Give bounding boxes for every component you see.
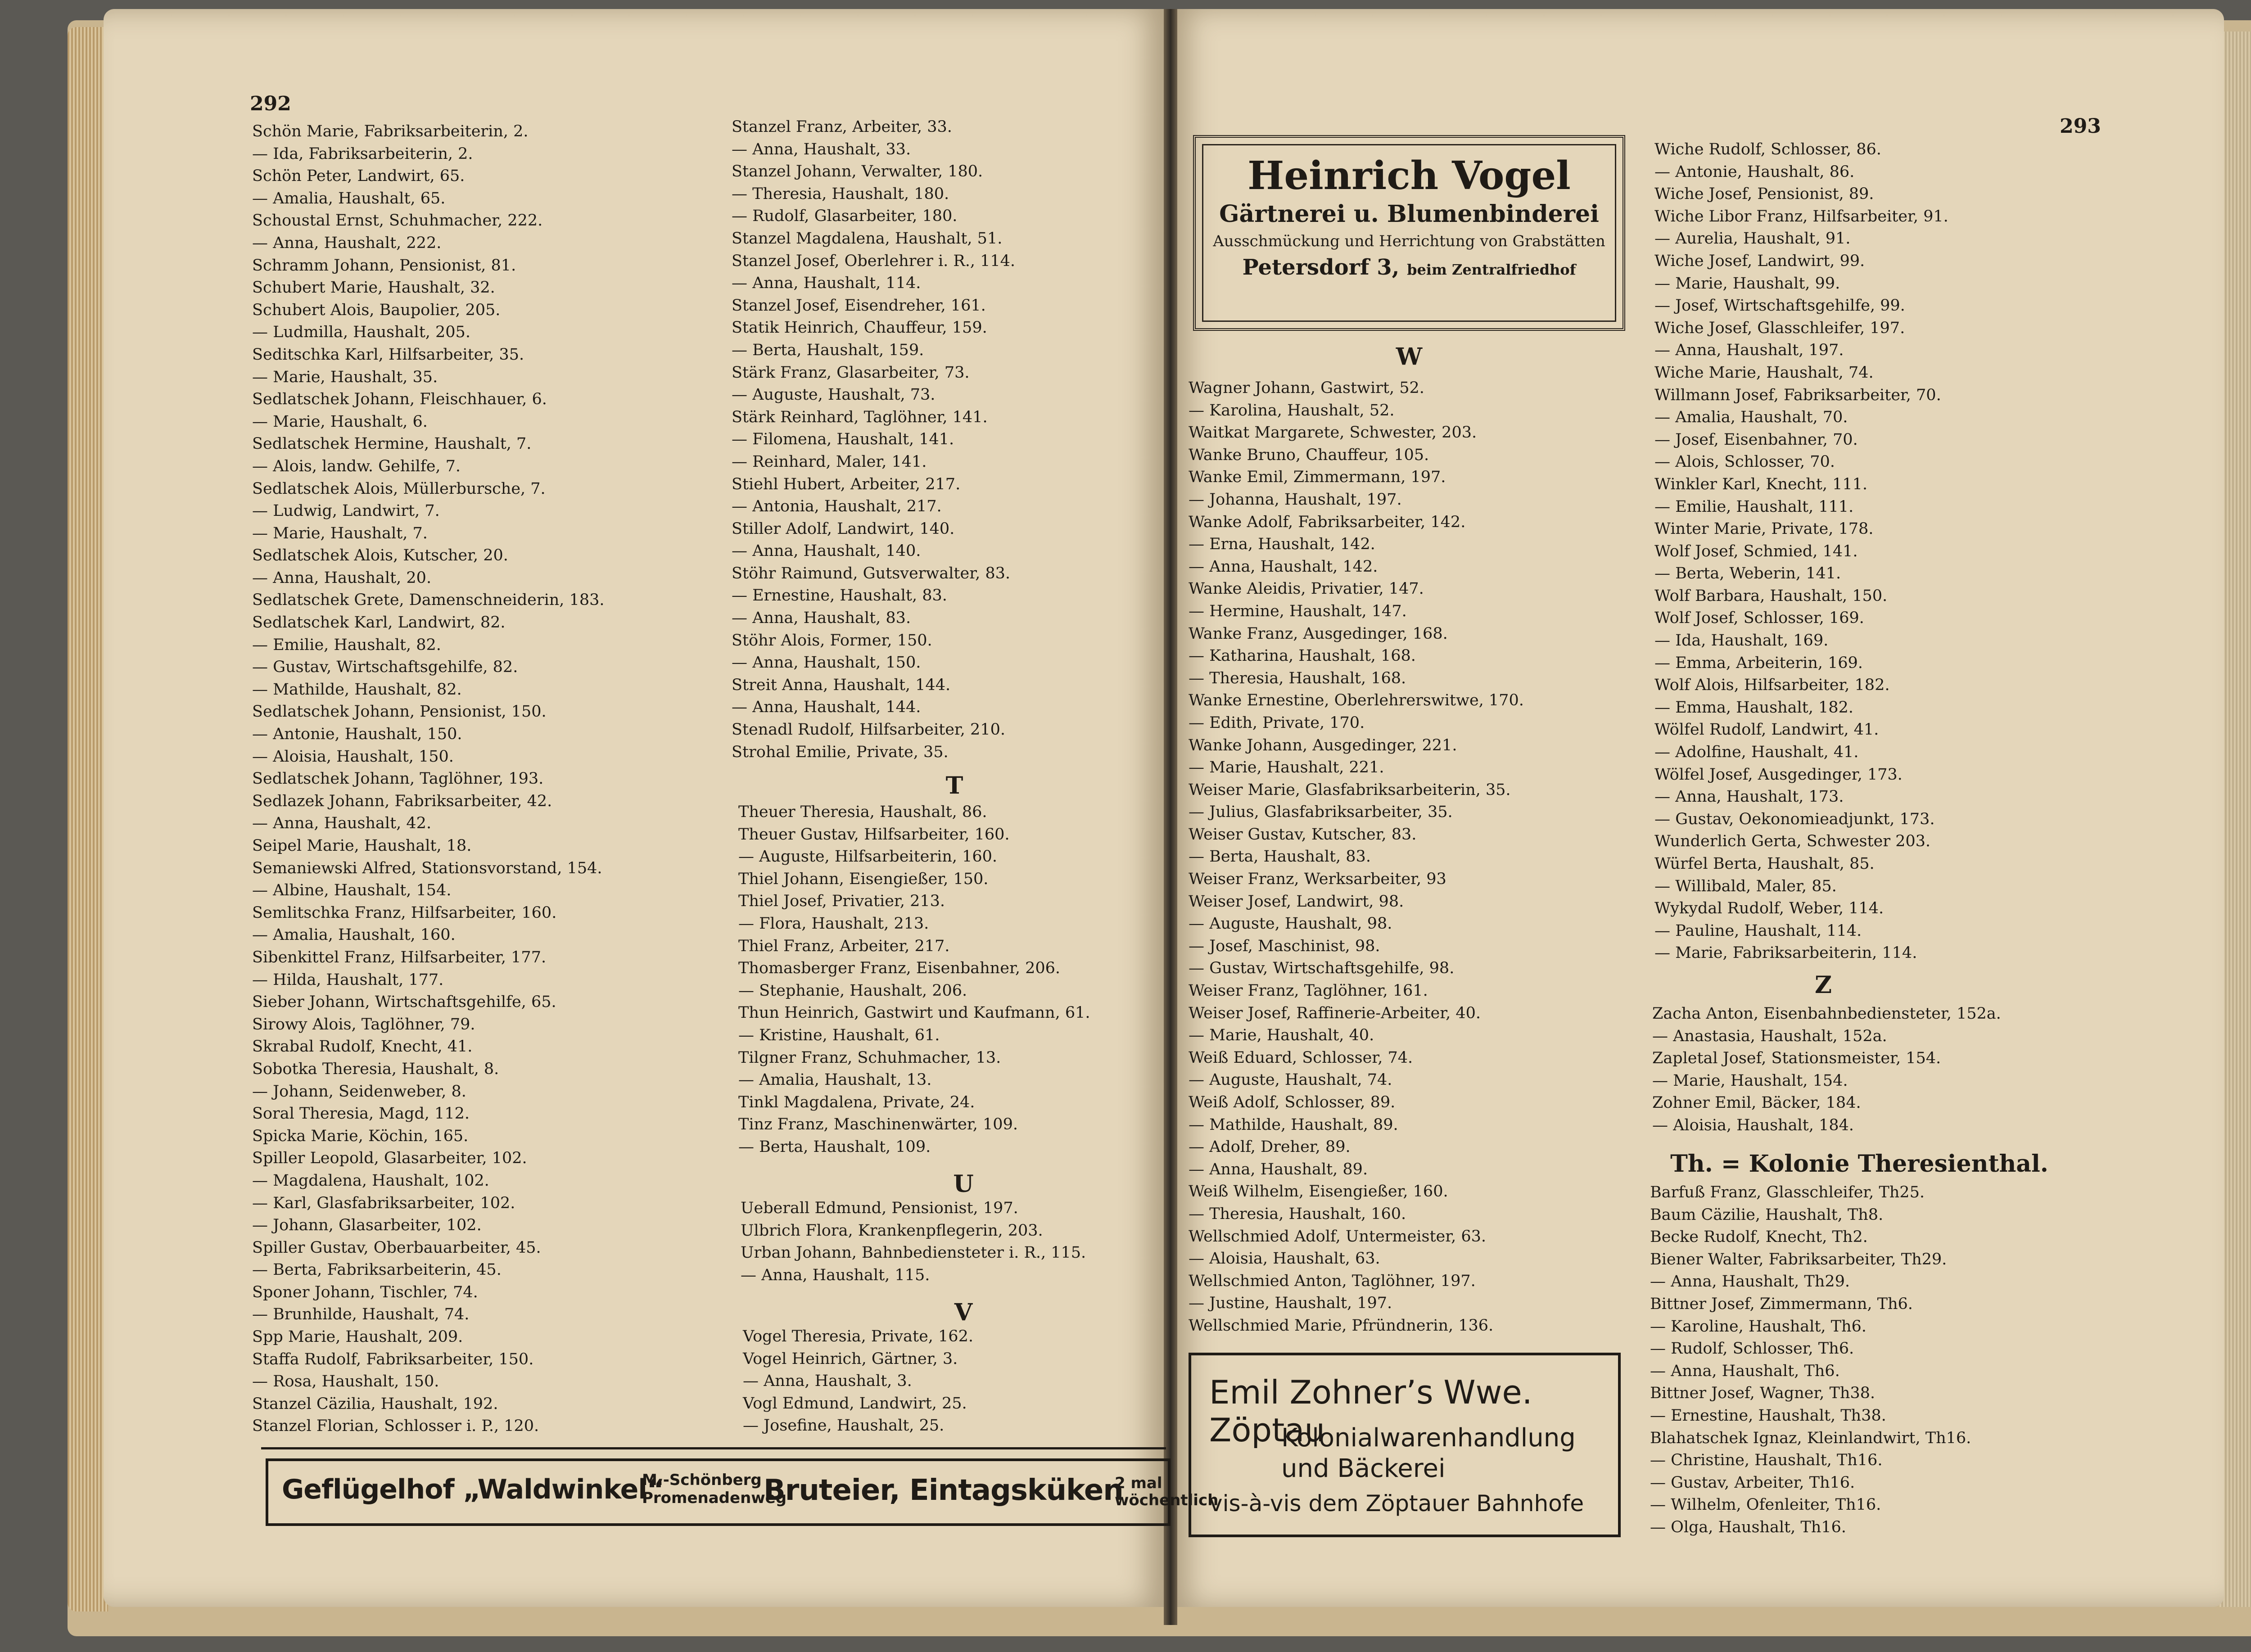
directory-entry: — Johann, Seidenweber, 8.	[252, 1082, 466, 1101]
directory-entry: — Adolfine, Haushalt, 41.	[1654, 743, 1859, 762]
book-gutter	[1164, 9, 1177, 1625]
directory-entry: Schramm Johann, Pensionist, 81.	[252, 256, 516, 275]
ad-address-line1: M.-Schönberg	[642, 1471, 762, 1489]
directory-entry: — Flora, Haushalt, 213.	[738, 914, 929, 933]
page-number-right: 293	[2060, 115, 2101, 138]
directory-entry: — Edith, Private, 170.	[1189, 713, 1365, 732]
directory-entry: Wanke Bruno, Chauffeur, 105.	[1189, 446, 1429, 464]
vogel-ad-inner	[1202, 144, 1616, 322]
directory-entry: Wiche Rudolf, Schlosser, 86.	[1654, 140, 1881, 158]
directory-entry: — Marie, Haushalt, 221.	[1189, 758, 1384, 777]
directory-entry: Thun Heinrich, Gastwirt und Kaufmann, 61.	[738, 1004, 1090, 1022]
section-heading-z: Z	[1815, 971, 1832, 999]
directory-entry: Theuer Gustav, Hilfsarbeiter, 160.	[738, 825, 1010, 844]
directory-entry: — Aloisia, Haushalt, 63.	[1189, 1250, 1380, 1268]
directory-entry: — Katharina, Haushalt, 168.	[1189, 647, 1416, 665]
directory-entry: Spiller Gustav, Oberbauarbeiter, 45.	[252, 1238, 541, 1257]
directory-entry: — Mathilde, Haushalt, 82.	[252, 680, 462, 699]
directory-entry: — Anna, Haushalt, 142.	[1189, 557, 1378, 576]
directory-entry: Wanke Franz, Ausgedinger, 168.	[1189, 624, 1448, 643]
directory-entry: Stiehl Hubert, Arbeiter, 217.	[732, 475, 961, 493]
directory-entry: Sirowy Alois, Taglöhner, 79.	[252, 1015, 475, 1034]
directory-entry: — Rudolf, Glasarbeiter, 180.	[732, 207, 958, 226]
directory-entry: — Anna, Haushalt, 42.	[252, 814, 432, 833]
section-heading-u: U	[953, 1170, 974, 1198]
directory-entry: Thiel Franz, Arbeiter, 217.	[738, 937, 950, 955]
directory-entry: — Karolina, Haushalt, 52.	[1189, 401, 1395, 420]
directory-entry: — Erna, Haushalt, 142.	[1189, 535, 1375, 554]
zohner-line1: Emil Zohner’s Wwe. Zöptau	[1209, 1373, 1532, 1449]
directory-entry: — Ernestine, Haushalt, 83.	[732, 587, 947, 605]
ad-top-rule	[261, 1447, 1166, 1449]
directory-entry: — Adolf, Dreher, 89.	[1189, 1138, 1351, 1156]
zohner-line3: und Bäckerei	[1281, 1454, 1446, 1483]
directory-entry: Becke Rudolf, Knecht, Th2.	[1650, 1228, 1868, 1246]
vogel-trade: Gärtnerei u. Blumenbinderei	[1219, 200, 1599, 228]
directory-entry: Strohal Emilie, Private, 35.	[732, 743, 949, 761]
directory-entry: — Karl, Glasfabriksarbeiter, 102.	[252, 1194, 515, 1212]
directory-entry: Weiser Marie, Glasfabriksarbeiterin, 35.	[1189, 781, 1511, 799]
directory-entry: — Ludwig, Landwirt, 7.	[252, 502, 440, 520]
directory-entry: Stanzel Florian, Schlosser i. P., 120.	[252, 1417, 539, 1435]
directory-entry: Sedlatschek Alois, Müllerbursche, 7.	[252, 479, 546, 498]
directory-entry: Zohner Emil, Bäcker, 184.	[1652, 1094, 1861, 1112]
directory-entry: — Berta, Fabriksarbeiterin, 45.	[252, 1261, 502, 1279]
directory-entry: — Anna, Haushalt, 89.	[1189, 1160, 1368, 1178]
directory-entry: Sponer Johann, Tischler, 74.	[252, 1283, 478, 1301]
directory-entry: — Antonie, Haushalt, 150.	[252, 725, 462, 744]
directory-entry: Winkler Karl, Knecht, 111.	[1654, 475, 1868, 493]
ad-address-line2: Promenadenweg	[642, 1489, 787, 1507]
directory-entry: — Anna, Haushalt, 83.	[732, 609, 911, 627]
directory-entry: Ueberall Edmund, Pensionist, 197.	[741, 1199, 1018, 1217]
directory-entry: — Gustav, Wirtschaftsgehilfe, 98.	[1189, 959, 1455, 978]
directory-entry: Stöhr Raimund, Gutsverwalter, 83.	[732, 564, 1010, 582]
directory-entry: Wagner Johann, Gastwirt, 52.	[1189, 379, 1424, 397]
directory-entry: — Filomena, Haushalt, 141.	[732, 430, 954, 449]
directory-entry: Barfuß Franz, Glasschleifer, Th25.	[1650, 1183, 1925, 1201]
directory-entry: — Emilie, Haushalt, 82.	[252, 636, 441, 654]
directory-entry: Sedlatschek Johann, Fleischhauer, 6.	[252, 390, 547, 409]
directory-entry: — Anna, Haushalt, 115.	[741, 1266, 930, 1284]
directory-entry: Schön Peter, Landwirt, 65.	[252, 167, 465, 185]
directory-entry: — Josef, Maschinist, 98.	[1189, 937, 1380, 955]
directory-entry: — Amalia, Haushalt, 70.	[1654, 408, 1848, 427]
advertisement-waldwinkel	[266, 1458, 1219, 1526]
directory-entry: — Josef, Wirtschaftsgehilfe, 99.	[1654, 297, 1905, 315]
directory-entry: Sieber Johann, Wirtschaftsgehilfe, 65.	[252, 993, 556, 1011]
directory-entry: Sedlatschek Karl, Landwirt, 82.	[252, 614, 506, 632]
directory-entry: Sedlatschek Johann, Pensionist, 150.	[252, 703, 547, 721]
directory-entry: — Theresia, Haushalt, 180.	[732, 185, 949, 203]
directory-entry: Winter Marie, Private, 178.	[1654, 520, 1874, 538]
directory-entry: Seditschka Karl, Hilfsarbeiter, 35.	[252, 345, 524, 364]
directory-entry: Stöhr Alois, Former, 150.	[732, 631, 932, 650]
column-1	[252, 121, 605, 1438]
directory-entry: Staffa Rudolf, Fabriksarbeiter, 150.	[252, 1350, 534, 1368]
directory-entry: — Christine, Haushalt, Th16.	[1650, 1451, 1883, 1470]
directory-entry: — Amalia, Haushalt, 160.	[252, 926, 456, 944]
directory-entry: Stanzel Josef, Eisendreher, 161.	[732, 296, 986, 315]
directory-entry: Tinz Franz, Maschinenwärter, 109.	[738, 1115, 1018, 1134]
page-edges-left	[68, 27, 108, 1611]
directory-entry: — Theresia, Haushalt, 160.	[1189, 1205, 1406, 1223]
directory-entry: — Anna, Haushalt, 20.	[252, 569, 432, 587]
directory-entry: — Josef, Eisenbahner, 70.	[1654, 430, 1858, 449]
directory-entry: Wiche Libor Franz, Hilfsarbeiter, 91.	[1654, 207, 1948, 226]
directory-entry: Weiser Gustav, Kutscher, 83.	[1189, 825, 1417, 844]
column-3	[1189, 377, 1524, 1337]
directory-entry: Vogl Edmund, Landwirt, 25.	[743, 1394, 967, 1413]
directory-entry: Tilgner Franz, Schuhmacher, 13.	[738, 1048, 1001, 1067]
column-4a	[1654, 139, 1948, 965]
directory-entry: — Anna, Haushalt, 114.	[732, 274, 921, 293]
vogel-service: Ausschmückung und Herrichtung von Grabstätten	[1213, 232, 1605, 250]
directory-entry: — Justine, Haushalt, 197.	[1189, 1294, 1392, 1313]
directory-entry: Wanke Adolf, Fabriksarbeiter, 142.	[1189, 513, 1466, 531]
directory-entry: — Amalia, Haushalt, 13.	[738, 1071, 932, 1089]
directory-entry: Weiß Eduard, Schlosser, 74.	[1189, 1048, 1413, 1067]
directory-entry: Thiel Josef, Privatier, 213.	[738, 892, 945, 911]
directory-entry: — Hermine, Haushalt, 147.	[1189, 602, 1407, 620]
directory-entry: — Marie, Haushalt, 99.	[1654, 274, 1840, 293]
directory-entry: Wellschmied Marie, Pfründnerin, 136.	[1189, 1316, 1494, 1335]
section-heading-t: T	[945, 772, 963, 799]
directory-entry: — Reinhard, Maler, 141.	[732, 452, 927, 471]
column-2a	[732, 116, 1015, 763]
directory-entry: — Anna, Haushalt, 3.	[743, 1372, 912, 1390]
directory-entry: Spicka Marie, Köchin, 165.	[252, 1127, 469, 1145]
directory-entry: — Auguste, Haushalt, 98.	[1189, 915, 1392, 933]
directory-entry: — Marie, Haushalt, 154.	[1652, 1071, 1848, 1090]
directory-entry: — Marie, Haushalt, 35.	[252, 368, 438, 386]
directory-entry: — Pauline, Haushalt, 114.	[1654, 921, 1862, 940]
directory-entry: Wiche Josef, Glasschleifer, 197.	[1654, 319, 1905, 337]
directory-entry: — Berta, Haushalt, 109.	[738, 1137, 931, 1156]
directory-entry: — Anna, Haushalt, 197.	[1654, 341, 1844, 360]
directory-entry: Wolf Barbara, Haushalt, 150.	[1654, 587, 1888, 605]
directory-entry: Weiser Josef, Raffinerie-Arbeiter, 40.	[1189, 1004, 1481, 1022]
directory-entry: Semaniewski Alfred, Stationsvorstand, 154.	[252, 859, 602, 877]
directory-entry: Wanke Johann, Ausgedinger, 221.	[1189, 736, 1457, 754]
column-2c	[741, 1197, 1086, 1286]
directory-entry: Vogel Theresia, Private, 162.	[743, 1327, 973, 1345]
directory-entry: — Emma, Haushalt, 182.	[1654, 698, 1853, 717]
directory-entry: Bittner Josef, Zimmermann, Th6.	[1650, 1295, 1913, 1313]
directory-entry: Wanke Emil, Zimmermann, 197.	[1189, 468, 1446, 487]
directory-entry: — Aurelia, Haushalt, 91.	[1654, 230, 1851, 248]
directory-entry: Waitkat Margarete, Schwester, 203.	[1189, 424, 1477, 442]
directory-entry: — Josefine, Haushalt, 25.	[743, 1417, 945, 1435]
directory-entry: — Rudolf, Schlosser, Th6.	[1650, 1340, 1854, 1358]
directory-entry: Wölfel Rudolf, Landwirt, 41.	[1654, 721, 1879, 739]
vogel-address-line	[1203, 253, 1615, 284]
directory-entry: Weiser Franz, Taglöhner, 161.	[1189, 982, 1428, 1000]
section-heading-v: V	[954, 1299, 973, 1326]
directory-entry: Tinkl Magdalena, Private, 24.	[738, 1093, 975, 1111]
directory-entry: — Julius, Glasfabriksarbeiter, 35.	[1189, 803, 1453, 821]
directory-entry: Stärk Franz, Glasarbeiter, 73.	[732, 363, 970, 382]
page-edges-right	[2219, 32, 2251, 1607]
directory-entry: — Alois, landw. Gehilfe, 7.	[252, 457, 461, 475]
section-heading-w: W	[1396, 343, 1423, 370]
directory-entry: — Mathilde, Haushalt, 89.	[1189, 1115, 1398, 1134]
directory-entry: — Hilda, Haushalt, 177.	[252, 970, 444, 989]
directory-entry: Wykydal Rudolf, Weber, 114.	[1654, 899, 1884, 918]
directory-entry: — Anna, Haushalt, Th6.	[1650, 1362, 1840, 1380]
directory-entry: Sobotka Theresia, Haushalt, 8.	[252, 1060, 499, 1078]
directory-entry: Sedlatschek Johann, Taglöhner, 193.	[252, 770, 544, 788]
directory-entry: Sedlatschek Alois, Kutscher, 20.	[252, 546, 508, 565]
directory-entry: — Anna, Haushalt, 150.	[732, 654, 921, 672]
directory-entry: — Aloisia, Haushalt, 184.	[1652, 1116, 1854, 1134]
directory-entry: Blahatschek Ignaz, Kleinlandwirt, Th16.	[1650, 1429, 1971, 1447]
section-heading-th: Th. = Kolonie Theresienthal.	[1670, 1150, 2048, 1178]
directory-entry: — Emma, Arbeiterin, 169.	[1654, 654, 1863, 672]
directory-entry: — Karoline, Haushalt, Th6.	[1650, 1317, 1867, 1336]
column-4b	[1652, 1003, 2001, 1137]
directory-entry: — Alois, Schlosser, 70.	[1654, 453, 1835, 471]
directory-entry: Wolf Alois, Hilfsarbeiter, 182.	[1654, 676, 1890, 695]
directory-entry: Stärk Reinhard, Taglöhner, 141.	[732, 408, 988, 426]
directory-entry: Baum Cäzilie, Haushalt, Th8.	[1650, 1205, 1884, 1224]
directory-entry: — Emilie, Haushalt, 111.	[1654, 497, 1854, 516]
directory-entry: Stanzel Johann, Verwalter, 180.	[732, 162, 983, 181]
directory-entry: Wellschmied Anton, Taglöhner, 197.	[1189, 1272, 1476, 1290]
directory-entry: — Anna, Haushalt, 140.	[732, 542, 921, 560]
directory-entry: — Ludmilla, Haushalt, 205.	[252, 323, 470, 342]
directory-entry: — Marie, Haushalt, 40.	[1189, 1026, 1374, 1045]
directory-entry: Ulbrich Flora, Krankenpflegerin, 203.	[741, 1221, 1043, 1240]
column-4c	[1650, 1182, 1971, 1539]
directory-entry: Sedlatschek Grete, Damenschneiderin, 183.	[252, 591, 605, 609]
directory-entry: Wolf Josef, Schlosser, 169.	[1654, 609, 1864, 627]
ad-business-name: Geflügelhof „Waldwinkel“	[282, 1474, 664, 1505]
vogel-location: beim Zentralfriedhof	[1407, 261, 1576, 278]
advertisement-zohner	[1189, 1353, 1621, 1537]
directory-entry: — Ernestine, Haushalt, Th38.	[1650, 1406, 1886, 1425]
directory-entry: Biener Walter, Fabriksarbeiter, Th29.	[1650, 1250, 1947, 1268]
directory-entry: Willmann Josef, Fabriksarbeiter, 70.	[1654, 386, 1941, 404]
directory-entry: — Marie, Fabriksarbeiterin, 114.	[1654, 944, 1917, 962]
directory-entry: — Anna, Haushalt, 144.	[732, 698, 921, 717]
directory-entry: Statik Heinrich, Chauffeur, 159.	[732, 319, 987, 337]
directory-entry: — Marie, Haushalt, 7.	[252, 524, 428, 542]
directory-entry: Stiller Adolf, Landwirt, 140.	[732, 519, 955, 538]
directory-entry: — Magdalena, Haushalt, 102.	[252, 1171, 489, 1190]
vogel-address: Petersdorf 3,	[1242, 255, 1400, 280]
directory-entry: Zacha Anton, Eisenbahnbediensteter, 152a.	[1652, 1005, 2001, 1023]
directory-entry: — Johanna, Haushalt, 197.	[1189, 490, 1402, 509]
directory-entry: — Kristine, Haushalt, 61.	[738, 1026, 940, 1044]
ad-offer: Bruteier, Eintagsküken	[764, 1474, 1123, 1507]
directory-entry: Bittner Josef, Wagner, Th38.	[1650, 1384, 1876, 1403]
directory-entry: — Amalia, Haushalt, 65.	[252, 189, 446, 208]
directory-entry: — Auguste, Haushalt, 73.	[732, 386, 936, 404]
directory-entry: — Anna, Haushalt, 222.	[252, 234, 442, 252]
directory-entry: — Gustav, Oekonomieadjunkt, 173.	[1654, 810, 1935, 828]
directory-entry: — Gustav, Arbeiter, Th16.	[1650, 1473, 1855, 1492]
directory-entry: Spiller Leopold, Glasarbeiter, 102.	[252, 1149, 527, 1168]
column-2b	[738, 801, 1090, 1159]
directory-entry: Sedlatschek Hermine, Haushalt, 7.	[252, 435, 532, 453]
directory-entry: Weiser Josef, Landwirt, 98.	[1189, 892, 1404, 911]
directory-entry: — Brunhilde, Haushalt, 74.	[252, 1305, 470, 1324]
directory-entry: Würfel Berta, Haushalt, 85.	[1654, 855, 1875, 873]
directory-entry: — Berta, Haushalt, 159.	[732, 341, 924, 359]
directory-entry: — Johann, Glasarbeiter, 102.	[252, 1216, 482, 1235]
zohner-line2: Kolonialwarenhandlung	[1281, 1423, 1576, 1453]
directory-entry: Stenadl Rudolf, Hilfsarbeiter, 210.	[732, 721, 1005, 739]
directory-entry: — Ida, Haushalt, 169.	[1654, 632, 1829, 650]
directory-entry: — Auguste, Hilfsarbeiterin, 160.	[738, 848, 998, 866]
directory-entry: — Berta, Weberin, 141.	[1654, 564, 1841, 583]
directory-entry: — Ida, Fabriksarbeiterin, 2.	[252, 144, 473, 163]
zohner-line2-3	[1281, 1423, 1576, 1484]
directory-entry: — Anna, Haushalt, 33.	[732, 140, 911, 158]
directory-entry: Schoustal Ernst, Schuhmacher, 222.	[252, 212, 543, 230]
directory-entry: — Antonia, Haushalt, 217.	[732, 497, 942, 516]
directory-entry: Theuer Theresia, Haushalt, 86.	[738, 803, 987, 821]
directory-entry: Skrabal Rudolf, Knecht, 41.	[252, 1038, 473, 1056]
directory-entry: Weiß Adolf, Schlosser, 89.	[1189, 1093, 1396, 1111]
directory-entry: Wellschmied Adolf, Untermeister, 63.	[1189, 1227, 1487, 1246]
advertisement-heinrich-vogel	[1193, 135, 1625, 331]
directory-entry: Stanzel Cäzilia, Haushalt, 192.	[252, 1395, 498, 1413]
directory-entry: Stanzel Magdalena, Haushalt, 51.	[732, 229, 1003, 248]
directory-entry: Urban Johann, Bahnbediensteter i. R., 115.	[741, 1244, 1086, 1262]
vogel-name: Heinrich Vogel	[1248, 153, 1571, 199]
directory-entry: Sibenkittel Franz, Hilfsarbeiter, 177.	[252, 948, 547, 966]
directory-entry: Wunderlich Gerta, Schwester 203.	[1654, 832, 1931, 851]
directory-entry: Spp Marie, Haushalt, 209.	[252, 1328, 463, 1346]
directory-entry: — Auguste, Haushalt, 74.	[1189, 1071, 1392, 1089]
directory-entry: Vogel Heinrich, Gärtner, 3.	[743, 1350, 958, 1368]
directory-entry: Semlitschka Franz, Hilfsarbeiter, 160.	[252, 903, 557, 922]
directory-entry: Stanzel Josef, Oberlehrer i. R., 114.	[732, 252, 1016, 270]
directory-entry: Schubert Marie, Haushalt, 32.	[252, 279, 495, 297]
directory-entry: Wanke Ernestine, Oberlehrerswitwe, 170.	[1189, 691, 1524, 710]
directory-entry: Weiser Franz, Werksarbeiter, 93	[1189, 870, 1446, 889]
directory-entry: Wanke Aleidis, Privatier, 147.	[1189, 580, 1424, 598]
directory-entry: — Gustav, Wirtschaftsgehilfe, 82.	[252, 658, 518, 677]
directory-entry: — Willibald, Maler, 85.	[1654, 877, 1837, 895]
directory-entry: Wiche Marie, Haushalt, 74.	[1654, 363, 1874, 382]
directory-entry: Soral Theresia, Magd, 112.	[252, 1105, 470, 1123]
directory-entry: Thomasberger Franz, Eisenbahner, 206.	[738, 959, 1061, 978]
directory-entry: — Anastasia, Haushalt, 152a.	[1652, 1027, 1887, 1045]
directory-entry: — Rosa, Haushalt, 150.	[252, 1372, 439, 1391]
directory-entry: — Olga, Haushalt, Th16.	[1650, 1518, 1846, 1536]
directory-entry: — Albine, Haushalt, 154.	[252, 881, 452, 900]
page-number-left: 292	[250, 92, 291, 115]
ad-note-line1: 2 mal	[1115, 1474, 1162, 1492]
directory-entry: Weiß Wilhelm, Eisengießer, 160.	[1189, 1183, 1448, 1201]
directory-entry: — Wilhelm, Ofenleiter, Th16.	[1650, 1496, 1881, 1514]
directory-entry: Wölfel Josef, Ausgedinger, 173.	[1654, 765, 1903, 784]
directory-entry: — Aloisia, Haushalt, 150.	[252, 747, 454, 766]
directory-entry: Wolf Josef, Schmied, 141.	[1654, 542, 1858, 560]
directory-entry: Wiche Josef, Landwirt, 99.	[1654, 252, 1865, 270]
directory-entry: Stanzel Franz, Arbeiter, 33.	[732, 118, 952, 136]
directory-entry: — Theresia, Haushalt, 168.	[1189, 669, 1406, 687]
directory-entry: Sedlazek Johann, Fabriksarbeiter, 42.	[252, 792, 552, 810]
directory-entry: — Anna, Haushalt, Th29.	[1650, 1273, 1850, 1291]
directory-entry: Zapletal Josef, Stationsmeister, 154.	[1652, 1049, 1941, 1068]
directory-entry: Thiel Johann, Eisengießer, 150.	[738, 870, 989, 888]
directory-entry: — Marie, Haushalt, 6.	[252, 412, 428, 431]
directory-entry: — Anna, Haushalt, 173.	[1654, 788, 1844, 806]
directory-entry: Schubert Alois, Baupolier, 205.	[252, 301, 501, 319]
directory-entry: Seipel Marie, Haushalt, 18.	[252, 837, 472, 855]
directory-entry: — Berta, Haushalt, 83.	[1189, 848, 1371, 866]
directory-entry: Wiche Josef, Pensionist, 89.	[1654, 185, 1874, 203]
ad-note-line2: wöchentlich	[1115, 1491, 1219, 1509]
directory-entry: Streit Anna, Haushalt, 144.	[732, 676, 951, 694]
directory-entry: — Stephanie, Haushalt, 206.	[738, 981, 967, 1000]
directory-entry: Schön Marie, Fabriksarbeiterin, 2.	[252, 122, 529, 140]
zohner-line4: vis-à-vis dem Zöptauer Bahnhofe	[1209, 1490, 1584, 1517]
column-2d	[743, 1326, 973, 1437]
directory-entry: — Antonie, Haushalt, 86.	[1654, 162, 1855, 181]
